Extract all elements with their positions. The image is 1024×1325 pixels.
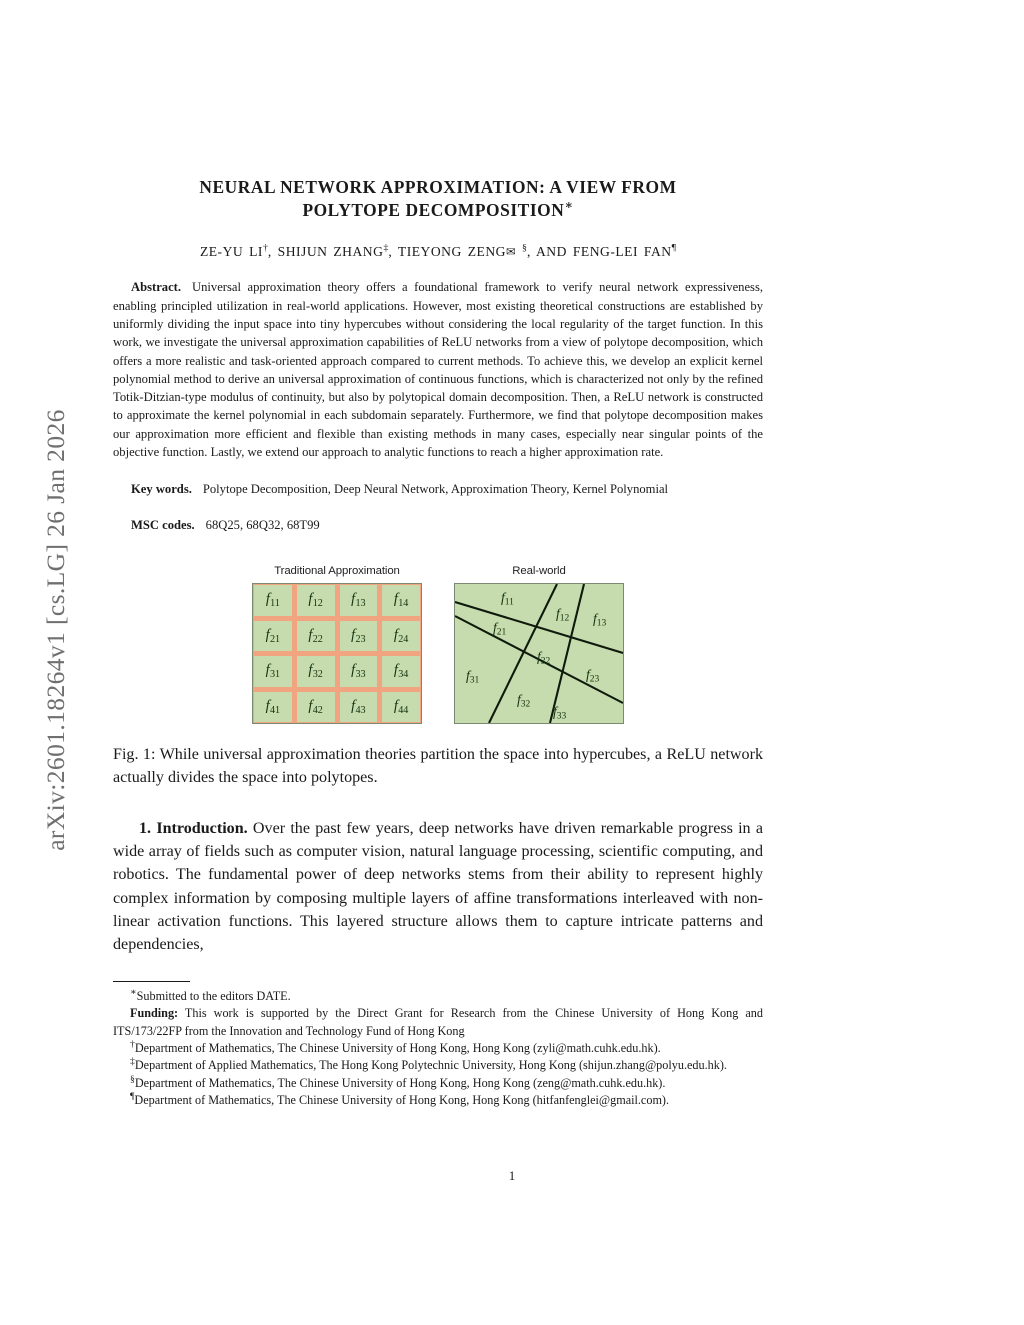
polytope-region-label: $f_{23}$	[586, 667, 600, 685]
hypercube-cell	[382, 692, 420, 723]
polytope-region-label: $f_{33}$	[553, 704, 567, 722]
cell-label: $f_{21}$	[265, 626, 281, 645]
footnote-text: Department of Mathematics, The Chinese University of Hong Kong, Hong Kong (hitfanfenglei@gmail.com).	[134, 1092, 670, 1107]
msc-codes-label: MSC codes.	[131, 517, 195, 532]
introduction-text: Over the past few years, deep networks have driven remarkable progress in a wide array of fields such as computer vision, natural language processing, scientific computing, and robotics. The fundamental power of deep networks stems from their ability to represent highly complex information by composing multiple layers of affine transformations interleaved with non-linear activation functions. This layered structure allows them to capture intricate patterns and dependencies,	[113, 820, 763, 953]
hypercube-cell	[254, 692, 292, 723]
cell-label: $f_{23}$	[351, 626, 366, 645]
figure-1	[113, 565, 763, 724]
traditional-approximation-title: Traditional Approximation	[274, 565, 400, 578]
author-list	[113, 244, 763, 260]
footnote-item	[113, 1040, 763, 1057]
polytope-region-label: $f_{22}$	[537, 649, 551, 667]
traditional-approximation-panel	[252, 565, 422, 724]
cell-label: $f_{13}$	[351, 591, 366, 610]
keywords-text: Polytope Decomposition, Deep Neural Network, Approximation Theory, Kernel Polynomial	[202, 482, 669, 497]
footnote-item	[113, 1057, 763, 1074]
paper-title-line1: NEURAL NETWORK APPROXIMATION: A VIEW FROM	[199, 177, 677, 197]
page-title	[113, 176, 763, 222]
footnote-item	[113, 1092, 763, 1109]
author-footnote-marker-3: §	[522, 242, 527, 254]
abstract-block	[113, 278, 763, 461]
author-name-2: SHIJUN ZHANG	[277, 244, 384, 260]
cell-label: $f_{43}$	[351, 697, 366, 716]
title-block	[113, 176, 763, 222]
envelope-icon: ✉	[505, 245, 517, 259]
hypercube-cell	[297, 621, 335, 652]
keywords-block	[113, 480, 763, 498]
footnote-text: This work is supported by the Direct Grant for Research from the Chinese University of Hong Kong and ITS/173/22FP from the Innovation and Technology Fund of Hong Kong	[113, 1006, 763, 1038]
footnote-item	[113, 988, 763, 1005]
hypercube-cell	[254, 656, 292, 687]
paper-title-line2: POLYTOPE DECOMPOSITION	[302, 200, 565, 221]
footnote-text: Department of Applied Mathematics, The Hong Kong Polytechnic University, Hong Kong (shijun.zhang@polyu.edu.hk).	[134, 1058, 727, 1073]
footnote-marker: §	[130, 1073, 135, 1085]
abstract-label: Abstract.	[131, 280, 182, 295]
figure-caption: Fig. 1: While universal approximation theories partition the space into hypercubes, a ReLU network actually divides the space into polytopes.	[113, 746, 763, 786]
hypercube-cell	[297, 656, 335, 687]
footnote-item	[113, 1075, 763, 1092]
hypercube-cell	[382, 585, 420, 616]
cell-label: $f_{31}$	[265, 662, 281, 681]
footnote-text: Submitted to the editors DATE.	[136, 989, 291, 1003]
cell-label: $f_{42}$	[308, 697, 323, 716]
author-name-4: FENG-LEI FAN	[572, 244, 672, 260]
author-name-3: TIEYONG ZENG	[397, 244, 506, 260]
section-heading: Introduction.	[156, 820, 248, 838]
partition-line-4	[550, 584, 584, 723]
author-footnote-marker-1: †	[262, 242, 268, 254]
polytope-region-label: $f_{21}$	[493, 620, 507, 638]
cell-label: $f_{11}$	[265, 591, 280, 610]
cell-label: $f_{44}$	[393, 697, 409, 716]
hypercube-cell	[297, 585, 335, 616]
abstract-text: Universal approximation theory offers a foundational framework to verify neural network expressiveness, enabling principled utilization in real-world applications. However, most existing theoretical constructions are established by uniformly dividing the input space into tiny hypercubes without considering the local regularity of the target function. In this work, we investigate the universal approximation capabilities of ReLU networks from a view of polytope decomposition, which offers a more realistic and task-oriented approach compared to current methods. To achieve this, we develop an explicit kernel polynomial method to derive an universal approximation of continuous functions, which is characterized not only by the refined Totik-Ditzian-type modulus of continuity, but also by polytopical domain decomposition. Then, a ReLU network is constructed to approximate the kernel polynomial in each subdomain separately. Furthermore, we find that polytope decomposition makes our approximation more efficient and flexible than existing methods in many cases, especially near singular points of the objective function. Lastly, we extend our approach to analytic functions to reach a higher approximation rate.	[113, 280, 763, 460]
footnote-item	[113, 1005, 763, 1040]
hypercube-cell	[340, 585, 378, 616]
arxiv-identifier-stamp: arXiv:2601.18264v1 [cs.LG] 26 Jan 2026	[41, 409, 70, 851]
hypercube-cell	[254, 621, 292, 652]
msc-codes-text: 68Q25, 68Q32, 68T99	[205, 517, 320, 532]
polytope-region-label: $f_{12}$	[556, 606, 570, 624]
author-footnote-marker-4: ¶	[671, 242, 677, 254]
polytope-region-label: $f_{31}$	[466, 668, 480, 686]
hypercube-cell	[340, 656, 378, 687]
author-separator-1: ,	[267, 244, 278, 260]
hypercube-cell	[340, 621, 378, 652]
title-footnote-marker: ∗	[564, 198, 574, 213]
page-content-column	[113, 0, 763, 956]
footnote-marker: ‡	[130, 1056, 135, 1068]
footnote-text: Department of Mathematics, The Chinese University of Hong Kong, Hong Kong (zeng@math.cuhk.edu.hk).	[134, 1075, 666, 1090]
hypercube-grid	[252, 583, 422, 724]
cell-label: $f_{24}$	[393, 626, 409, 645]
cell-label: $f_{22}$	[308, 626, 323, 645]
page-number: 1	[508, 1168, 516, 1183]
real-world-panel	[454, 565, 624, 724]
polytope-region-label: $f_{32}$	[517, 692, 531, 710]
cell-label: $f_{14}$	[393, 591, 409, 610]
polytope-partition	[454, 583, 624, 724]
footnote-marker: ¶	[130, 1090, 135, 1102]
author-footnote-marker-2: ‡	[383, 242, 389, 254]
footnotes-block	[113, 988, 763, 1109]
author-separator-2: ,	[388, 244, 398, 260]
hypercube-cell	[254, 585, 292, 616]
footnote-text: Department of Mathematics, The Chinese University of Hong Kong, Hong Kong (zyli@math.cuhk.edu.hk).	[134, 1040, 661, 1055]
footnote-label: Funding:	[130, 1006, 179, 1021]
hypercube-cell	[382, 656, 420, 687]
author-separator-3: , AND	[526, 244, 573, 260]
cell-label: $f_{12}$	[308, 591, 323, 610]
hypercube-cell	[382, 621, 420, 652]
msc-codes-block	[113, 516, 763, 534]
hypercube-cell	[340, 692, 378, 723]
cell-label: $f_{34}$	[393, 662, 409, 681]
footnote-marker: ∗	[130, 986, 137, 998]
hypercube-cell	[297, 692, 335, 723]
footnote-separator-rule	[113, 981, 190, 982]
real-world-title: Real-world	[512, 565, 566, 578]
cell-label: $f_{41}$	[265, 697, 281, 716]
polytope-region-label: $f_{11}$	[501, 590, 514, 608]
author-name-1: ZE-YU LI	[199, 244, 263, 260]
cell-label: $f_{33}$	[351, 662, 366, 681]
introduction-section	[113, 817, 763, 956]
keywords-label: Key words.	[131, 482, 192, 497]
polytope-region-label: $f_{13}$	[593, 611, 607, 629]
cell-label: $f_{32}$	[308, 662, 323, 681]
footnote-marker: †	[130, 1038, 135, 1050]
section-number: 1.	[139, 820, 152, 838]
